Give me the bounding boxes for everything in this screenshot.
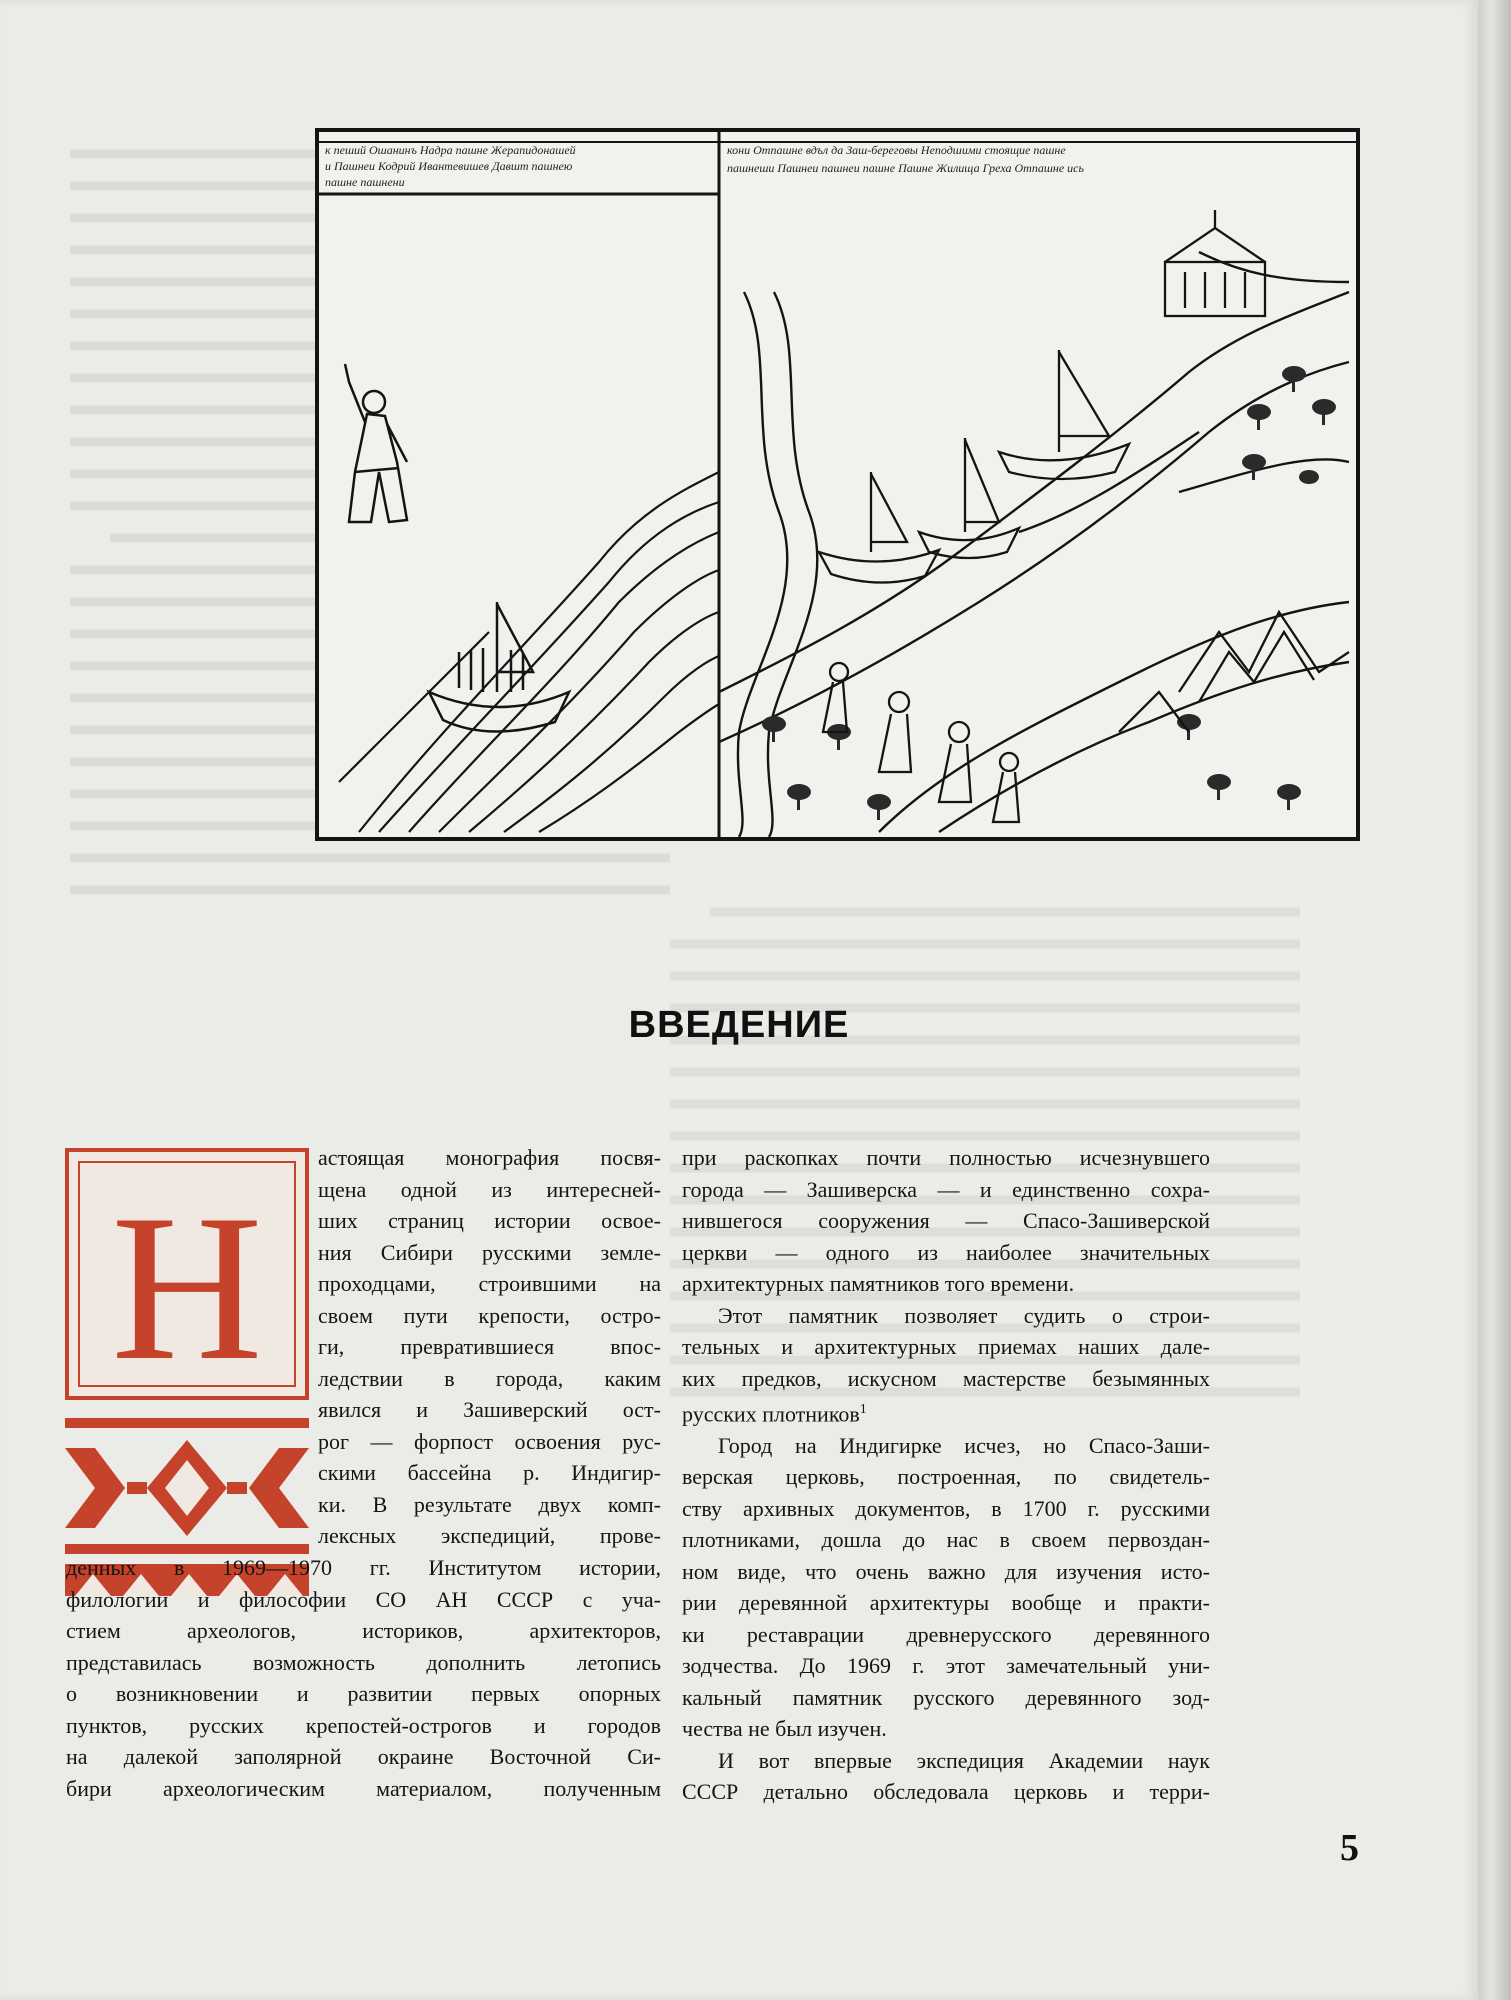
text-line: рии деревянной архитектуры вообще и практи- — [682, 1590, 1210, 1616]
caption-left-2: и Пашнеи Кодрий Ивантевишев Давшт пашнею — [325, 159, 573, 173]
text-line: щена одной из интересней- — [318, 1176, 661, 1202]
text-line: И вот впервые экспедиция Академии наук — [718, 1747, 1210, 1773]
text-line: ги, превратившиеся впос- — [318, 1334, 661, 1359]
text-line: Город на Индигирке исчез, но Спасо-Заши- — [718, 1432, 1210, 1458]
figures-group — [823, 663, 1019, 822]
text-line: чества не был изучен. — [682, 1716, 887, 1742]
text-line: представилась возможность дополнить летопись — [66, 1649, 661, 1675]
caption-right-1: кони Отпашне вдъл да Заш-береговы Неподшими стоящие пашне — [727, 143, 1066, 157]
caption-left-3: пашне пашнени — [325, 175, 405, 189]
historic-map-illustration — [315, 128, 1360, 841]
text-line: ству архивных документов, в 1700 г. русскими — [682, 1495, 1210, 1521]
text-line: верская церковь, построенная, по свидетель- — [682, 1464, 1210, 1490]
text-line: при раскопках почти полностью исчезнувшего — [682, 1145, 1210, 1170]
text-line: ния Сибири русскими земле- — [318, 1239, 661, 1265]
figure-left — [345, 364, 407, 522]
text-line: нившегося сооружения — Спасо-Зашиверской — [682, 1208, 1210, 1233]
text-line: о возникновении и развитии первых опорных — [66, 1681, 661, 1706]
text-line-with-footnote — [682, 1394, 1210, 1430]
right-column — [682, 1142, 1210, 1808]
boats-right — [819, 350, 1129, 583]
text-line: денных в 1969—1970 гг. Институтом истории, — [66, 1555, 661, 1580]
text-line: тельных и архитектурных приемах наших дале- — [682, 1334, 1210, 1359]
tree-marks — [762, 366, 1336, 820]
text-line: явился и Зашиверский ост- — [318, 1397, 661, 1422]
left-column-full — [66, 1552, 661, 1804]
left-column-narrow — [318, 1142, 661, 1552]
boat-left — [429, 602, 569, 732]
text-line: лексных экспедиций, прове- — [318, 1523, 661, 1548]
page-edge — [1478, 0, 1511, 2000]
text-line: филологии и философии СО АН СССР с уча- — [66, 1586, 661, 1612]
text-line: стием археологов, историков, архитекторов, — [66, 1618, 661, 1643]
drop-cap-letter: Н — [111, 1172, 263, 1404]
text-line: скими бассейна р. Индигир- — [318, 1460, 661, 1485]
text-line: СССР детально обследовала церковь и терри- — [682, 1779, 1210, 1805]
section-heading: ВВЕДЕНИЕ — [628, 1004, 850, 1046]
text-line: ших страниц истории освое- — [318, 1208, 661, 1233]
text-line: Этот памятник позволяет судить о строи- — [718, 1302, 1210, 1328]
text-line: ледствии в города, каким — [318, 1365, 661, 1391]
text-line: астоящая монография посвя- — [318, 1145, 661, 1170]
text-line: ких предков, искусном мастерстве безымянных — [682, 1365, 1210, 1391]
text-line: плотниками, дошла до нас в своем первоздан- — [682, 1527, 1210, 1553]
text-fragment: русских плотников — [682, 1401, 860, 1427]
text-line: рог — форпост освоения рус- — [318, 1428, 661, 1454]
caption-right-2: пашнеши Пашнеи пашнеи пашне Пашне Жилища Греха Отпашне ись — [727, 161, 1084, 175]
text-line: пунктов, русских крепостей-острогов и городов — [66, 1712, 661, 1738]
text-line: церкви — одного из наиболее значительных — [682, 1239, 1210, 1265]
caption-left-1: к пеший Ошанинъ Надра пашне Жерапидонашей — [325, 143, 576, 157]
text-line: проходцами, строившими на — [318, 1271, 661, 1296]
text-line: бири археологическим материалом, полученным — [66, 1775, 661, 1801]
text-line: города — Зашиверска — и единственно сохра- — [682, 1176, 1210, 1202]
text-line: ном виде, что очень важно для изучения исто- — [682, 1558, 1210, 1584]
text-line: кальный памятник русского деревянного зод- — [682, 1684, 1210, 1710]
footnote-marker[interactable]: 1 — [859, 1402, 867, 1417]
text-line: ки реставрации древнерусского деревянного — [682, 1621, 1210, 1647]
text-line: архитектурных памятников того времени. — [682, 1271, 1075, 1296]
text-line: зодчества. До 1969 г. этот замечательный уни- — [682, 1653, 1210, 1679]
text-line: своем пути крепости, остро- — [318, 1302, 661, 1328]
page-number: 5 — [1340, 1827, 1359, 1869]
text-line: на далекой заполярной окраине Восточной Си- — [66, 1744, 661, 1769]
drop-cap-ornament — [65, 1148, 309, 1598]
text-line: ки. В результате двух комп- — [318, 1491, 661, 1517]
fort-drawing — [1165, 210, 1265, 316]
